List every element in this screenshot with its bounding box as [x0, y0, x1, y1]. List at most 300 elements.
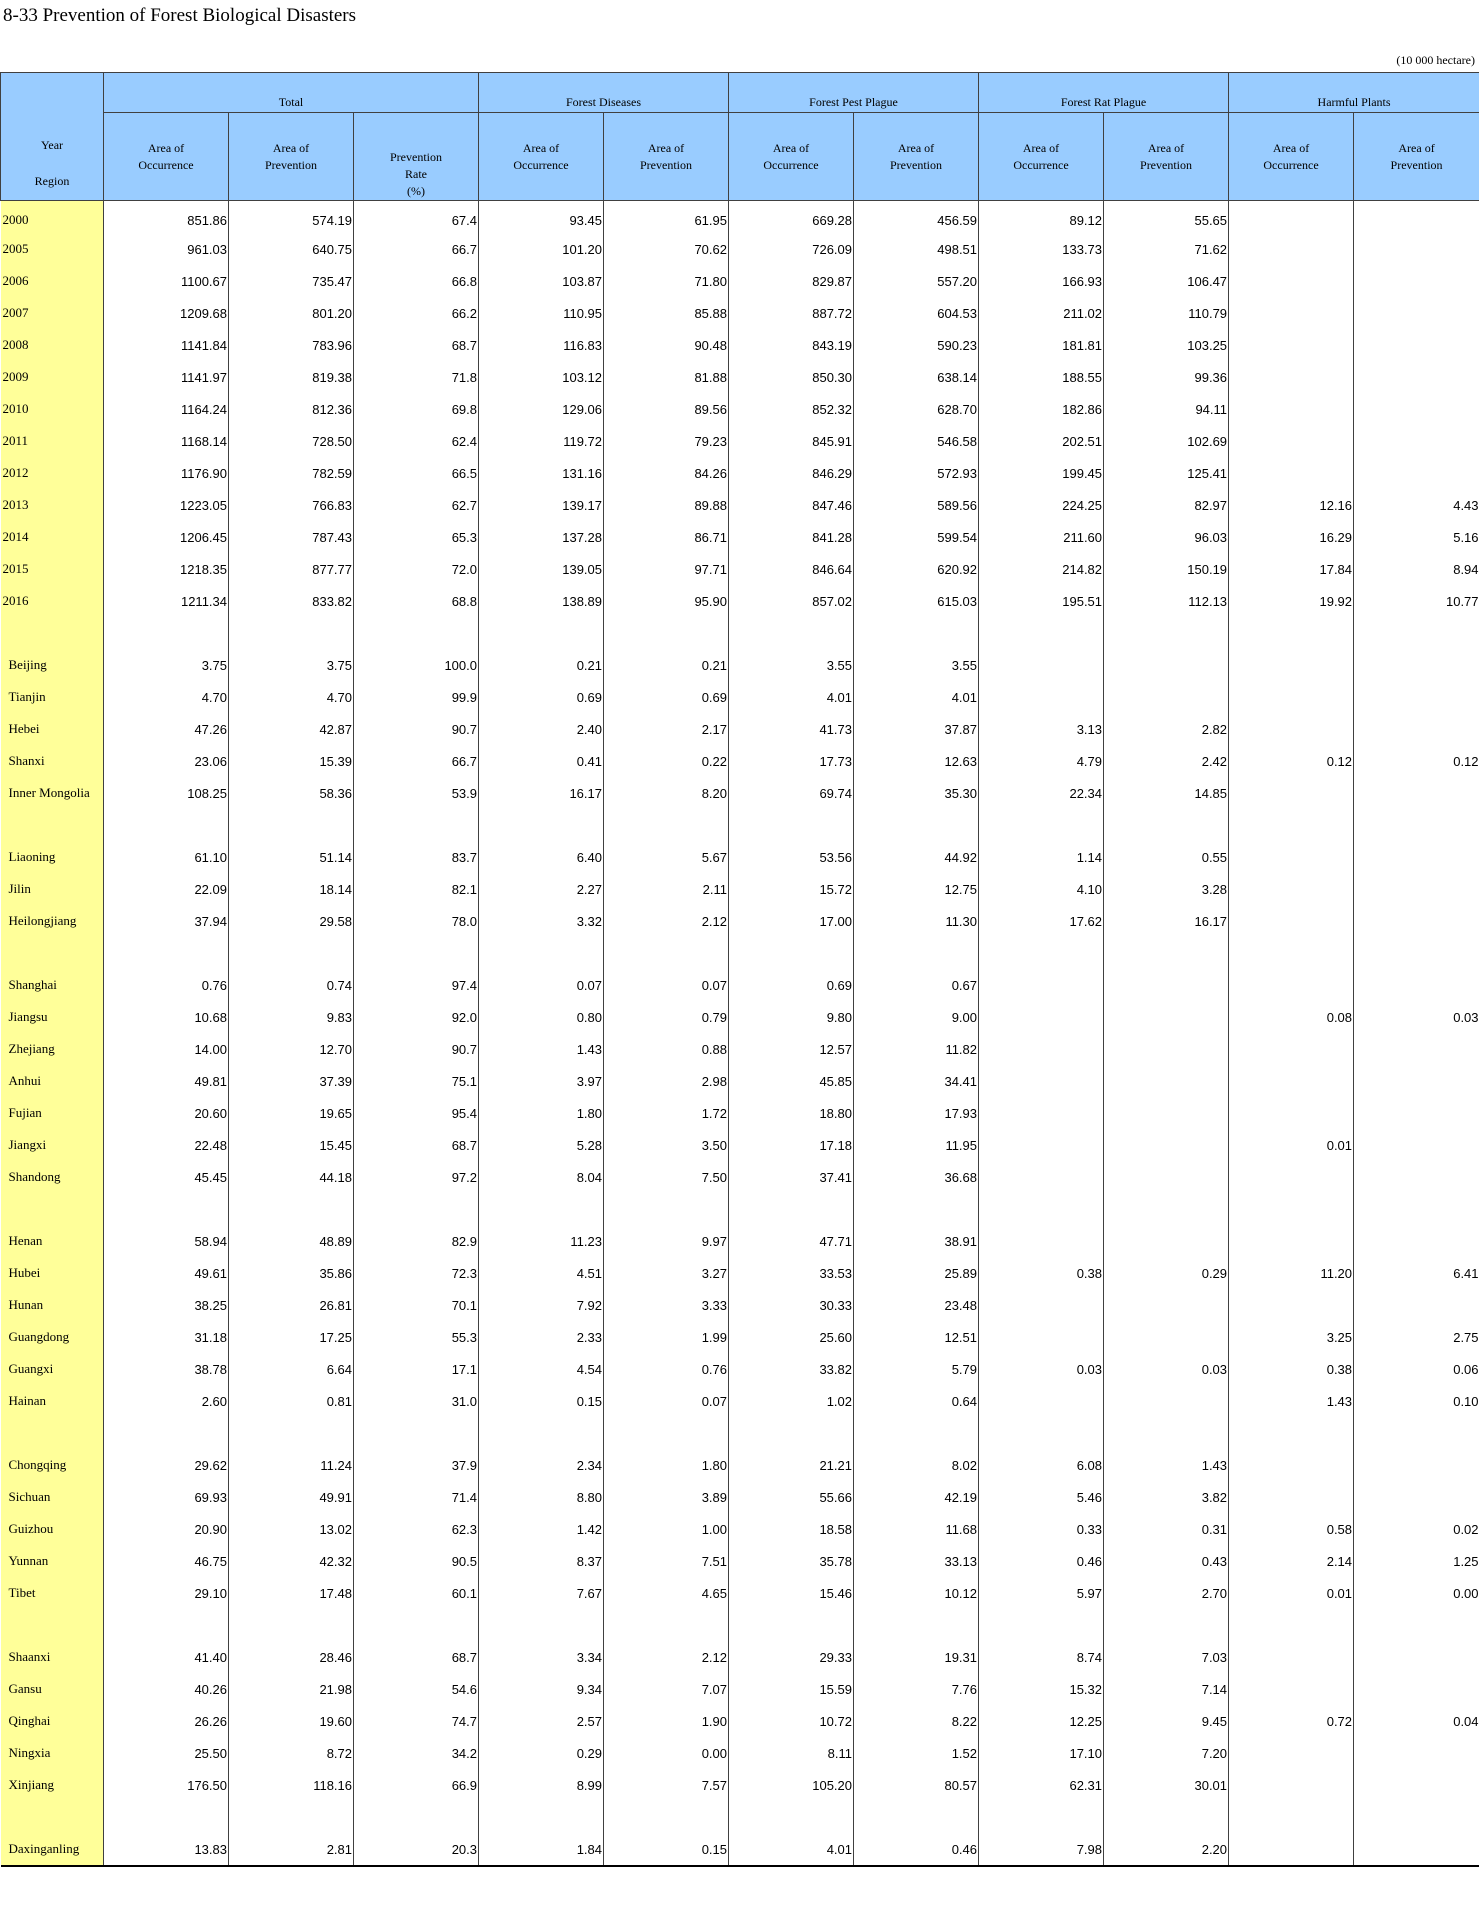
area-of-occurrence-header [104, 113, 229, 201]
table-cell: 49.91 [229, 1481, 354, 1513]
table-cell: 8.72 [229, 1737, 354, 1769]
table-cell: 0.08 [1229, 1001, 1354, 1033]
header-line: Area of [1272, 140, 1310, 155]
table-row [1, 1097, 1479, 1129]
table-row [1, 1065, 1479, 1097]
table-cell: 5.97 [979, 1577, 1104, 1609]
table-cell: 17.48 [229, 1577, 354, 1609]
table-cell [1229, 1769, 1354, 1801]
spacer-row [1, 1801, 1479, 1833]
area-of-prevention-header [604, 113, 729, 201]
table-cell: 47.26 [194, 721, 227, 737]
spacer-cell [1104, 809, 1229, 841]
table-cell: 1100.67 [180, 273, 227, 289]
row-label: Jiangsu [1, 1001, 104, 1033]
diseases-group-header: Forest Diseases [479, 73, 729, 113]
table-cell: 7.98 [979, 1833, 1104, 1866]
table-cell [1229, 233, 1354, 265]
table-cell: 199.45 [979, 457, 1104, 489]
table-cell: 17.10 [979, 1737, 1104, 1769]
spacer-cell [104, 1417, 229, 1449]
table-cell: 0.76 [604, 1353, 729, 1385]
table-cell [979, 681, 1104, 713]
table-row [1, 1161, 1479, 1193]
table-cell: 29.62 [194, 1457, 227, 1473]
table-cell: 176.50 [187, 1777, 227, 1793]
table-cell [1229, 1161, 1354, 1193]
spacer-cell [854, 617, 979, 649]
table-cell [1229, 1673, 1354, 1705]
spacer-cell [1, 617, 104, 649]
spacer-cell [354, 1609, 479, 1641]
table-cell: 17.93 [854, 1097, 979, 1129]
table-cell: 604.53 [854, 297, 979, 329]
spacer-cell [1, 1609, 104, 1641]
table-cell: 8.04 [479, 1161, 604, 1193]
table-cell: 45.45 [194, 1169, 227, 1185]
header-line: Prevention [1390, 157, 1443, 172]
table-cell: 5.16 [1354, 521, 1479, 553]
table-cell: 4.51 [479, 1257, 604, 1289]
row-label: 2000 [1, 201, 104, 234]
table-cell: 1.14 [979, 841, 1104, 873]
table-cell: 71.62 [1104, 233, 1229, 265]
row-label: Jiangxi [1, 1129, 104, 1161]
table-cell: 89.88 [604, 489, 729, 521]
spacer-cell [854, 1801, 979, 1833]
table-cell: 61.10 [194, 849, 227, 865]
table-cell [1229, 425, 1354, 457]
table-cell: 0.64 [854, 1385, 979, 1417]
table-row [1, 1673, 1479, 1705]
table-cell [1229, 649, 1354, 681]
table-cell: 166.93 [979, 265, 1104, 297]
table-cell [1229, 297, 1354, 329]
table-cell: 99.9 [354, 681, 479, 713]
row-label: Heilongjiang [1, 905, 104, 937]
table-cell [1354, 1129, 1479, 1161]
header-line: (%) [407, 184, 425, 198]
table-cell [1229, 1289, 1354, 1321]
table-cell [1104, 1065, 1229, 1097]
table-cell: 38.78 [194, 1361, 227, 1377]
spacer-cell [1, 1801, 104, 1833]
table-cell: 3.25 [1229, 1321, 1354, 1353]
table-cell: 28.46 [229, 1641, 354, 1673]
table-cell: 67.4 [354, 201, 479, 234]
table-cell [1229, 1449, 1354, 1481]
table-row [1, 1033, 1479, 1065]
table-row [1, 1769, 1479, 1801]
spacer-cell [1104, 617, 1229, 649]
header-line: Prevention [390, 150, 442, 164]
table-cell: 65.3 [354, 521, 479, 553]
table-cell: 0.76 [201, 977, 227, 993]
table-cell: 8.02 [854, 1449, 979, 1481]
table-cell: 17.1 [354, 1353, 479, 1385]
table-cell: 0.07 [604, 969, 729, 1001]
row-label: Anhui [1, 1065, 104, 1097]
table-row [1, 745, 1479, 777]
table-cell: 48.89 [229, 1225, 354, 1257]
table-cell [979, 1225, 1104, 1257]
table-cell: 498.51 [854, 233, 979, 265]
row-label: 2014 [1, 521, 104, 553]
table-cell: 89.12 [979, 201, 1104, 234]
spacer-cell [1354, 617, 1479, 649]
table-cell: 829.87 [729, 265, 854, 297]
plants-group-header: Harmful Plants [1229, 73, 1479, 113]
table-cell: 7.76 [854, 1673, 979, 1705]
table-cell: 75.1 [354, 1065, 479, 1097]
table-cell: 812.36 [229, 393, 354, 425]
table-cell: 7.07 [604, 1673, 729, 1705]
row-label: 2005 [1, 233, 104, 265]
table-cell [1104, 1289, 1229, 1321]
table-cell: 1.99 [604, 1321, 729, 1353]
table-cell: 1168.14 [180, 433, 227, 449]
table-cell: 12.25 [979, 1705, 1104, 1737]
table-cell: 108.25 [187, 785, 227, 801]
row-label: 2011 [1, 425, 104, 457]
table-cell: 15.45 [229, 1129, 354, 1161]
table-cell: 103.87 [479, 265, 604, 297]
table-cell: 95.90 [604, 585, 729, 617]
table-cell: 22.34 [979, 777, 1104, 809]
table-cell: 97.71 [604, 553, 729, 585]
table-cell [1104, 1385, 1229, 1417]
spacer-cell [1354, 937, 1479, 969]
table-cell: 726.09 [729, 233, 854, 265]
table-cell: 2.14 [1229, 1545, 1354, 1577]
table-cell: 843.19 [729, 329, 854, 361]
table-cell: 11.30 [854, 905, 979, 937]
row-label: 2008 [1, 329, 104, 361]
table-cell: 0.21 [604, 649, 729, 681]
spacer-cell [854, 1193, 979, 1225]
table-cell [1104, 1097, 1229, 1129]
spacer-cell [729, 1417, 854, 1449]
table-row [1, 1225, 1479, 1257]
table-cell: 69.8 [354, 393, 479, 425]
table-cell: 0.74 [229, 969, 354, 1001]
table-row [1, 521, 1479, 553]
table-cell: 17.73 [729, 745, 854, 777]
table-cell: 1.02 [729, 1385, 854, 1417]
table-cell: 105.20 [729, 1769, 854, 1801]
table-cell: 887.72 [729, 297, 854, 329]
table-cell: 3.89 [604, 1481, 729, 1513]
table-cell [1354, 649, 1479, 681]
table-cell: 103.25 [1104, 329, 1229, 361]
table-cell: 3.55 [729, 649, 854, 681]
table-cell: 55.3 [354, 1321, 479, 1353]
table-cell: 1.52 [854, 1737, 979, 1769]
area-of-prevention-header [229, 113, 354, 201]
table-cell: 3.97 [479, 1065, 604, 1097]
table-cell: 100.0 [354, 649, 479, 681]
area-of-occurrence-header [479, 113, 604, 201]
spacer-cell [229, 1609, 354, 1641]
spacer-cell [354, 1193, 479, 1225]
table-cell: 21.98 [229, 1673, 354, 1705]
spacer-cell [729, 1801, 854, 1833]
row-label: Liaoning [1, 841, 104, 873]
table-cell: 90.48 [604, 329, 729, 361]
table-cell: 13.02 [229, 1513, 354, 1545]
table-cell: 11.95 [854, 1129, 979, 1161]
table-row [1, 1353, 1479, 1385]
table-cell: 8.94 [1354, 553, 1479, 585]
table-cell: 11.82 [854, 1033, 979, 1065]
table-cell: 0.69 [479, 681, 604, 713]
table-cell: 16.17 [1104, 905, 1229, 937]
table-cell: 10.68 [194, 1009, 227, 1025]
table-cell: 0.29 [479, 1737, 604, 1769]
table-cell [1354, 1833, 1479, 1866]
table-cell [1229, 905, 1354, 937]
row-label: Fujian [1, 1097, 104, 1129]
table-cell: 3.28 [1104, 873, 1229, 905]
table-cell: 112.13 [1104, 585, 1229, 617]
spacer-cell [354, 809, 479, 841]
table-cell: 2.40 [479, 713, 604, 745]
table-cell: 17.62 [979, 905, 1104, 937]
table-row [1, 329, 1479, 361]
spacer-cell [1354, 1801, 1479, 1833]
spacer-row [1, 937, 1479, 969]
table-cell: 66.7 [354, 233, 479, 265]
page-title: 8-33 Prevention of Forest Biological Disasters [3, 5, 357, 26]
table-cell: 72.3 [354, 1257, 479, 1289]
table-cell: 1.43 [1229, 1385, 1354, 1417]
spacer-cell [1104, 937, 1229, 969]
table-cell [1229, 777, 1354, 809]
table-cell: 129.06 [479, 393, 604, 425]
table-cell: 16.29 [1229, 521, 1354, 553]
table-cell: 628.70 [854, 393, 979, 425]
table-cell: 70.1 [354, 1289, 479, 1321]
header-line: Area of [772, 140, 810, 155]
table-cell: 14.85 [1104, 777, 1229, 809]
table-cell [1229, 873, 1354, 905]
table-cell: 1176.90 [180, 465, 227, 481]
table-cell: 37.39 [229, 1065, 354, 1097]
row-label: Beijing [1, 649, 104, 681]
table-cell: 195.51 [979, 585, 1104, 617]
table-cell: 90.7 [354, 1033, 479, 1065]
table-cell: 96.03 [1104, 521, 1229, 553]
table-cell: 3.34 [479, 1641, 604, 1673]
table-cell [1354, 1449, 1479, 1481]
spacer-cell [1, 1417, 104, 1449]
table-cell [1229, 1065, 1354, 1097]
table-cell: 7.92 [479, 1289, 604, 1321]
table-cell: 735.47 [229, 265, 354, 297]
table-cell: 68.7 [354, 1129, 479, 1161]
table-cell: 47.71 [729, 1225, 854, 1257]
header-line: Area of [272, 140, 310, 155]
table-cell: 35.78 [729, 1545, 854, 1577]
table-cell: 12.51 [854, 1321, 979, 1353]
spacer-cell [979, 1801, 1104, 1833]
spacer-cell [1104, 1801, 1229, 1833]
table-cell: 31.0 [354, 1385, 479, 1417]
spacer-cell [979, 1193, 1104, 1225]
table-cell: 66.5 [354, 457, 479, 489]
table-cell: 11.68 [854, 1513, 979, 1545]
table-cell [1229, 201, 1354, 234]
header-line: Occurrence [513, 157, 569, 172]
table-cell: 669.28 [729, 201, 854, 234]
table-cell: 851.86 [187, 212, 227, 228]
table-cell: 58.94 [194, 1233, 227, 1249]
table-cell: 4.65 [604, 1577, 729, 1609]
table-cell: 99.36 [1104, 361, 1229, 393]
table-cell: 18.80 [729, 1097, 854, 1129]
table-cell: 62.3 [354, 1513, 479, 1545]
spacer-cell [979, 937, 1104, 969]
table-cell: 0.46 [854, 1833, 979, 1866]
table-cell [1354, 1289, 1479, 1321]
table-cell [1104, 1001, 1229, 1033]
table-row [1, 777, 1479, 809]
table-cell: 4.70 [201, 689, 227, 705]
table-cell: 125.41 [1104, 457, 1229, 489]
table-cell [1354, 265, 1479, 297]
table-cell: 37.87 [854, 713, 979, 745]
table-cell: 131.16 [479, 457, 604, 489]
table-cell: 3.75 [229, 649, 354, 681]
table-row [1, 1577, 1479, 1609]
table-cell: 5.28 [479, 1129, 604, 1161]
table-cell: 1218.35 [180, 561, 227, 577]
table-cell: 110.95 [479, 297, 604, 329]
table-cell [979, 1033, 1104, 1065]
table-cell: 0.10 [1354, 1385, 1479, 1417]
table-cell: 6.40 [479, 841, 604, 873]
table-cell: 0.01 [1229, 1577, 1354, 1609]
table-cell: 35.30 [854, 777, 979, 809]
table-cell: 8.11 [729, 1737, 854, 1769]
row-label: 2006 [1, 265, 104, 297]
row-label: Guangdong [1, 1321, 104, 1353]
spacer-cell [1, 809, 104, 841]
area-of-prevention-header [854, 113, 979, 201]
table-cell: 97.4 [354, 969, 479, 1001]
table-cell [979, 1129, 1104, 1161]
table-cell: 0.31 [1104, 1513, 1229, 1545]
table-cell: 10.72 [729, 1705, 854, 1737]
area-of-prevention-header [1104, 113, 1229, 201]
table-cell [1354, 425, 1479, 457]
table-cell [1354, 1097, 1479, 1129]
table-cell [1354, 1673, 1479, 1705]
table-cell: 0.15 [479, 1385, 604, 1417]
table-cell: 116.83 [479, 329, 604, 361]
table-cell: 2.60 [201, 1393, 227, 1409]
table-cell: 55.66 [729, 1481, 854, 1513]
spacer-cell [729, 1193, 854, 1225]
table-cell: 69.93 [194, 1489, 227, 1505]
table-cell: 49.81 [194, 1073, 227, 1089]
table-cell [1354, 713, 1479, 745]
table-cell: 0.07 [604, 1385, 729, 1417]
table-cell: 12.57 [729, 1033, 854, 1065]
table-cell: 74.7 [354, 1705, 479, 1737]
spacer-cell [104, 1193, 229, 1225]
table-cell: 68.8 [354, 585, 479, 617]
table-cell: 62.31 [979, 1769, 1104, 1801]
table-cell: 8.22 [854, 1705, 979, 1737]
table-cell: 42.87 [229, 713, 354, 745]
table-cell: 0.67 [854, 969, 979, 1001]
table-row [1, 1705, 1479, 1737]
spacer-cell [229, 1417, 354, 1449]
table-row [1, 489, 1479, 521]
table-cell: 133.73 [979, 233, 1104, 265]
table-row [1, 297, 1479, 329]
row-label: Qinghai [1, 1705, 104, 1737]
table-cell: 18.58 [729, 1513, 854, 1545]
spacer-cell [604, 1801, 729, 1833]
table-cell: 4.54 [479, 1353, 604, 1385]
table-row [1, 1513, 1479, 1545]
table-cell: 110.79 [1104, 297, 1229, 329]
spacer-cell [229, 809, 354, 841]
row-label: Jilin [1, 873, 104, 905]
spacer-row [1, 1609, 1479, 1641]
spacer-cell [1354, 1417, 1479, 1449]
spacer-cell [604, 617, 729, 649]
unit-label: (10 000 hectare) [1396, 53, 1475, 67]
header-line: Area of [147, 140, 185, 155]
table-cell: 8.74 [979, 1641, 1104, 1673]
table-cell: 1.00 [604, 1513, 729, 1545]
table-cell: 62.4 [354, 425, 479, 457]
table-cell [979, 649, 1104, 681]
spacer-cell [1104, 1193, 1229, 1225]
spacer-cell [979, 617, 1104, 649]
spacer-cell [1229, 1801, 1354, 1833]
table-cell: 53.56 [729, 841, 854, 873]
table-cell: 2.11 [604, 873, 729, 905]
table-cell [979, 969, 1104, 1001]
spacer-cell [354, 1417, 479, 1449]
table-cell: 202.51 [979, 425, 1104, 457]
table-cell: 0.15 [604, 1833, 729, 1866]
table-cell: 29.58 [229, 905, 354, 937]
table-cell: 138.89 [479, 585, 604, 617]
table-cell: 61.95 [604, 201, 729, 234]
spacer-cell [354, 1801, 479, 1833]
table-cell [1229, 1097, 1354, 1129]
table-cell: 0.06 [1354, 1353, 1479, 1385]
table-cell [1354, 393, 1479, 425]
row-label: Shanghai [1, 969, 104, 1001]
table-cell: 12.75 [854, 873, 979, 905]
spacer-cell [354, 617, 479, 649]
table-cell: 26.26 [194, 1713, 227, 1729]
table-cell: 5.79 [854, 1353, 979, 1385]
table-cell: 84.26 [604, 457, 729, 489]
row-label: 2007 [1, 297, 104, 329]
row-label: 2010 [1, 393, 104, 425]
table-cell: 1.43 [1104, 1449, 1229, 1481]
table-cell: 211.02 [979, 297, 1104, 329]
table-row [1, 425, 1479, 457]
spacer-cell [854, 937, 979, 969]
